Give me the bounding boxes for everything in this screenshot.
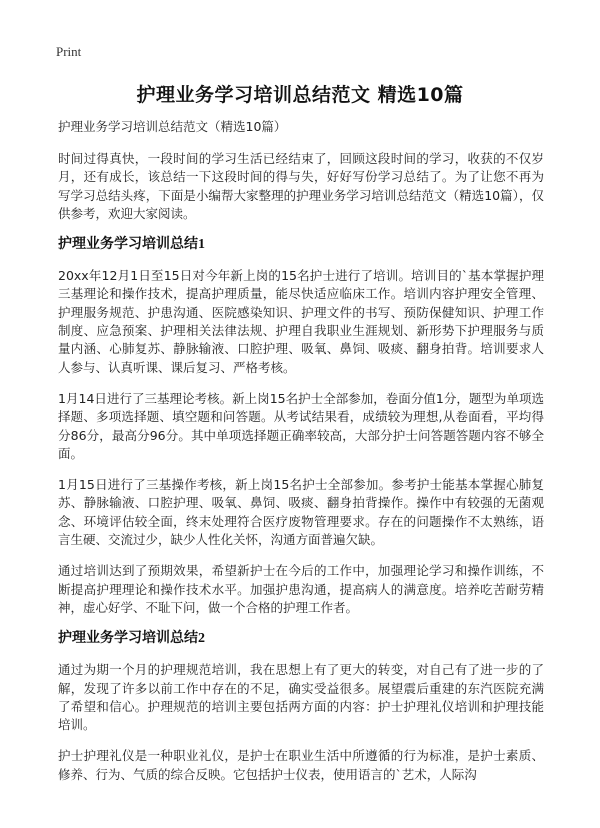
print-link[interactable]: Print [56, 44, 82, 59]
article-subtitle: 护理业务学习培训总结范文（精选10篇） [58, 119, 287, 134]
paragraph: 通过为期一个月的护理规范培训，我在思想上有了更大的转变，对自己有了进一步的了解，发现了许多以前工作中存在的不足，确实受益很多。展望震后重建的东汽医院充满了希望和信心。护理规范的培训主要包括两方面的内容：护士护理礼仪培训和护理技能培训。 [58, 662, 544, 733]
paragraph: 1月15日进行了三基操作考核，新上岗15名护士全部参加。参考护士能基本掌握心肺复苏、静脉输液、口腔护理、吸氧、鼻饲、吸痰、翻身拍背操作。操作中有较强的无菌观念、环境评估较全面，终末处理符合医疗废物管理要求。存在的问题操作不太熟练，语言生硬、交流过少，缺少人性化关怀，沟通方面普遍欠缺。 [58, 477, 544, 548]
paragraph: 20xx年12月1日至15日对今年新上岗的15名护士进行了培训。培训目的`基本掌握护理三基理论和操作技术，提高护理质量，能尽快适应临床工作。培训内容护理安全管理、护理服务规范、护患沟通、医院感染知识、护理文件的书写、预防保健知识、护理工作制度、应急预案、护理相关法律法规、护理自我职业生涯规划、新形势下护理服务与质量内涵、心肺复苏、静脉输液、口腔护理、吸氧、鼻饲、吸痰、翻身拍背。培训要求人人参与、认真听课、课后复习、严格考核。 [58, 268, 544, 375]
intro-paragraph: 时间过得真快，一段时间的学习生活已经结束了，回顾这段时间的学习，收获的不仅岁月，还有成长，该总结一下这段时间的得与失，好好写份学习总结了。为了让您不再为写学习总结头疼，下面是小编帮大家整理的护理业务学习培训总结范文（精选10篇），仅供参考，欢迎大家阅读。 [58, 151, 544, 221]
page-title: 护理业务学习培训总结范文 精选10篇 [136, 84, 464, 106]
section-heading-2: 护理业务学习培训总结2 [58, 631, 205, 647]
section-heading-1: 护理业务学习培训总结1 [58, 237, 205, 253]
paragraph: 1月14日进行了三基理论考核。新上岗15名护士全部参加，卷面分值1分，题型为单项选择题、多项选择题、填空题和问答题。从考试结果看，成绩较为理想,从卷面看，平均得分86分，最高分96分。其中单项选择题正确率较高，大部分护士问答题答题内容不够全面。 [58, 390, 544, 461]
paragraph: 通过培训达到了预期效果，希望新护士在今后的工作中，加强理论学习和操作训练，不断提高护理理论和操作技术水平。加强护患沟通，提高病人的满意度。培养吃苦耐劳精神，虚心好学、不耻下问，做一个合格的护理工作者。 [58, 563, 544, 615]
article-body [58, 118, 544, 797]
paragraph: 护士护理礼仪是一种职业礼仪，是护士在职业生活中所遵循的行为标准，是护士素质、修养、行为、气质的综合反映。它包括护士仪表，使用语言的`艺术，人际沟 [58, 748, 544, 782]
